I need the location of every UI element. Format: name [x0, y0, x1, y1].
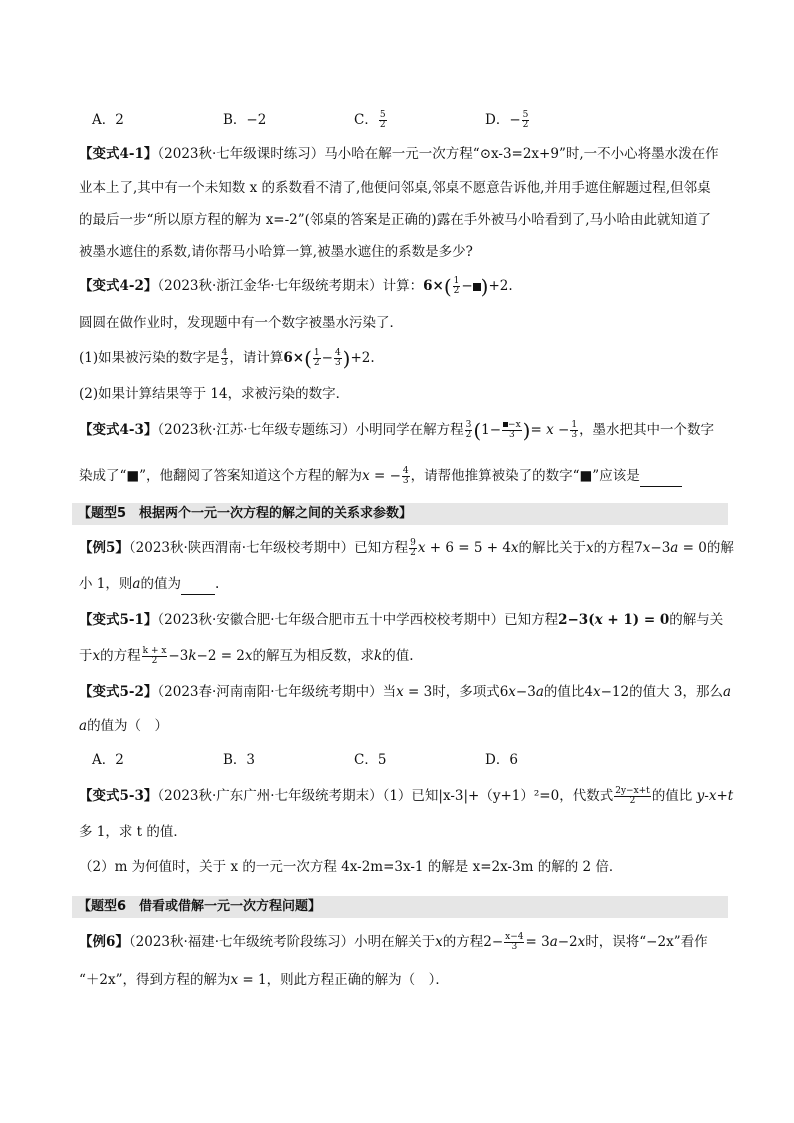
ex5-line1: 【例5】（2023秋·陕西渭南·七年级校考期中）已知方程 $\frac{9}{2}$ x + 6 = 5 + 4x的解比关于x的方程7x−3a = 0的解: [79, 538, 734, 558]
v42-part2: (2)如果计算结果等于 14，求被污染的数字．: [79, 386, 350, 402]
option-b: B．3: [223, 752, 256, 768]
v43-line1: 【变式4-3】（2023秋·江苏·七年级专题练习）小明同学在解方程 $\frac{3}{2}$ (1− $\frac{-x}{3}$ )= x − $\frac{1}{3}$ ，墨水把其中一个数字: [79, 418, 715, 443]
answer-blank[interactable]: [640, 466, 682, 487]
v53-line3: （2）m 为何值时，关于 x 的一元一次方程 4x-2m=3x-1 的解是 x=2x-3m 的解的 2 倍．: [79, 859, 623, 875]
v51-line2: 于x的方程 $\frac{k + x}{2}$ −3k−2 = 2x的解互为相反数，求k的值.: [79, 646, 414, 666]
option-a: A．2: [92, 752, 124, 768]
options-row-v52: [92, 748, 712, 768]
v42-line1: 【变式4-2】（2023秋·浙江金华·七年级统考期末）计算：6×( $\frac{1}{2}$ − )+2.: [79, 274, 513, 299]
v51-line1: 【变式5-1】（2023秋·安徽合肥·七年级合肥市五十中学西校校考期中）已知方程2−3(x + 1) = 0的解与关: [79, 612, 724, 628]
section-5-header: 【题型5 根据两个一元一次方程的解之间的关系求参数】: [72, 503, 728, 525]
option-d: D．6: [485, 752, 518, 768]
v53-line2: 多 1，求 t 的值．: [79, 824, 187, 840]
v43-line2: 染成了“■”，他翻阅了答案知道这个方程的解为x = − $\frac{4}{3}$ ，请帮他推算被染了的数字“■”应该是: [79, 466, 715, 487]
ex6-line2: “＋2x”，得到方程的解为x = 1，则此方程正确的解为（ ）．: [79, 972, 449, 988]
answer-blank[interactable]: [181, 574, 215, 595]
ex6-line1: 【例6】（2023秋·福建·七年级统考阶段练习）小明在解关于x的方程2− $\frac{x-4}{3}$ = 3a−2x时，误将“−2x”看作: [79, 932, 708, 952]
v42-part1: (1)如果被污染的数字是 $\frac{4}{3}$ ，请计算6×( $\frac{1}{2}$ − $\frac{4}{3}$ )+2.: [79, 346, 375, 371]
option-c: C．5: [354, 752, 387, 768]
ex5-line2: 小 1，则a的值为 .: [79, 574, 715, 595]
v53-line1: 【变式5-3】（2023秋·广东广州·七年级统考期末）（1）已知|x-3|+（y+1）²=0，代数式 $\frac{2y-x+t}{2}$ 的值比 y-x+t: [79, 786, 734, 806]
v52-line2: a的值为（ ）: [79, 718, 169, 734]
options-row-top: [92, 108, 712, 130]
v41-line2: 业本上了,其中有一个未知数 x 的系数看不清了,他便问邻桌,邻桌不愿意告诉他,并用手遮住解题过程,但邻桌: [79, 180, 711, 196]
option-a: A．2: [92, 112, 124, 128]
v41-line1: 【变式4-1】（2023秋·七年级课时练习）马小哈在解一元一次方程“⊙x-3=2x+9”时,一不小心将墨水泼在作: [79, 146, 719, 162]
option-b: B．−2: [223, 112, 267, 128]
v41-line3: 的最后一步“所以原方程的解为 x=-2”(邻桌的答案是正确的)露在手外被马小哈看到了,马小哈由此就知道了: [79, 212, 711, 228]
v41-line4: 被墨水遮住的系数,请你帮马小哈算一算,被墨水遮住的系数是多少?: [79, 244, 473, 260]
v52-line1: 【变式5-2】（2023春·河南南阳·七年级统考期中）当x = 3时，多项式6x−3a的值比4x−12的值大 3，那么a: [79, 684, 732, 700]
option-c: C． $\frac{5}{2}$: [354, 110, 386, 130]
v42-line2: 圆圆在做作业时，发现题中有一个数字被墨水污染了．: [79, 315, 403, 331]
option-d: D．− $\frac{5}{2}$: [485, 110, 529, 130]
section-6-header: 【题型6 借看或借解一元一次方程问题】: [72, 896, 728, 918]
ink-square-icon: [473, 283, 481, 291]
